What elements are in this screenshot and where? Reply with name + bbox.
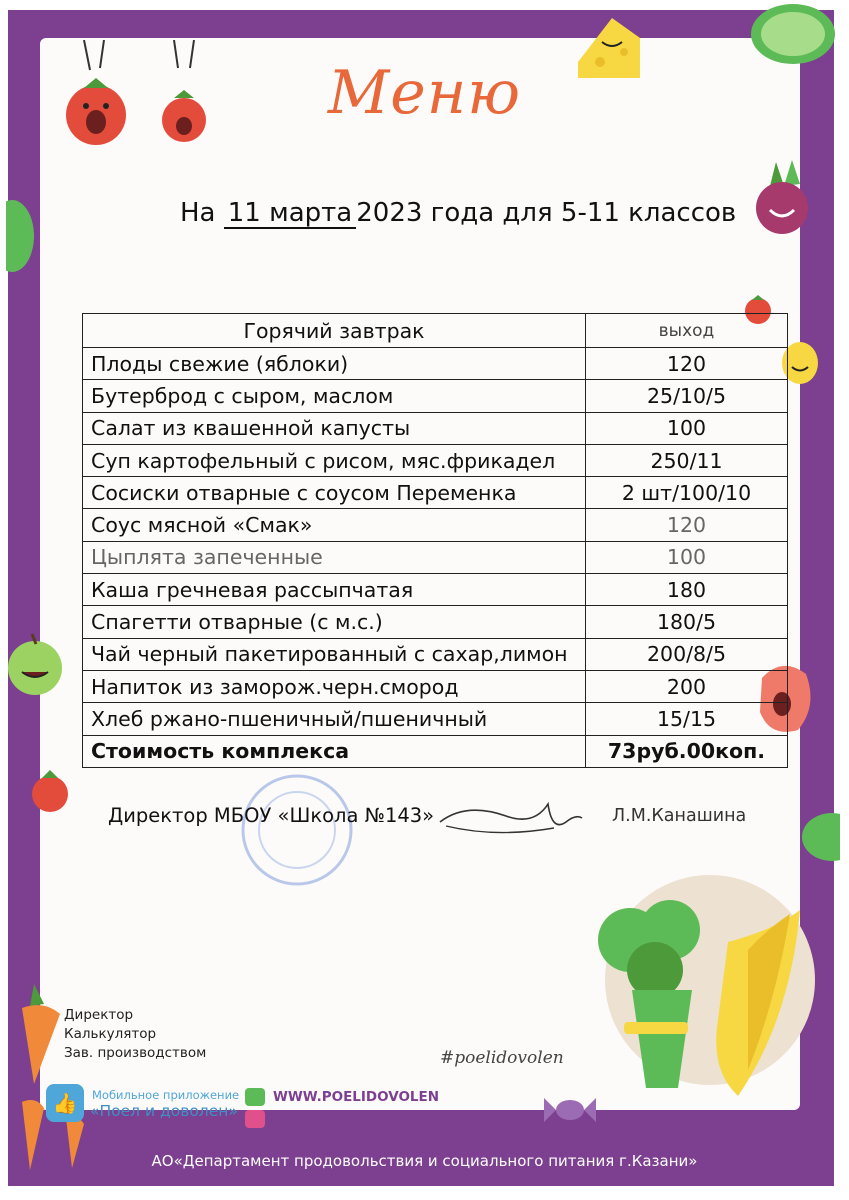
table-row bbox=[83, 541, 788, 573]
dish-portion: 250/11 bbox=[586, 444, 788, 476]
note-calculator: Калькулятор bbox=[64, 1026, 157, 1042]
broccoli-banana-characters-icon bbox=[560, 870, 816, 1120]
thumbs-up-icon: 👍 bbox=[46, 1084, 84, 1122]
dish-name: Хлеб ржано-пшеничный/пшеничный bbox=[83, 703, 586, 735]
apple-character-icon bbox=[4, 628, 66, 698]
dish-name: Салат из квашенной капусты bbox=[83, 412, 586, 444]
table-row bbox=[83, 574, 788, 606]
page-title: Меню bbox=[327, 58, 522, 128]
dish-name: Суп картофельный с рисом, мяс.фрикадел bbox=[83, 444, 586, 476]
website-link[interactable]: WWW.POELIDOVOLEN bbox=[273, 1089, 440, 1105]
director-name: Л.М.Канашина bbox=[612, 806, 747, 826]
dish-portion: 120 bbox=[586, 509, 788, 541]
cucumber-left-icon bbox=[6, 196, 36, 276]
dish-name: Спагетти отварные (с м.с.) bbox=[83, 606, 586, 638]
dish-portion: 100 bbox=[586, 541, 788, 573]
table-row bbox=[83, 606, 788, 638]
dish-portion: 25/10/5 bbox=[586, 380, 788, 412]
note-production: Зав. производством bbox=[64, 1045, 207, 1061]
dish-name: Сосиски отварные с соусом Переменка bbox=[83, 477, 586, 509]
small-tomato-left-icon bbox=[28, 766, 72, 814]
director-title: Директор МБОУ «Школа №143» bbox=[108, 804, 435, 827]
beet-character-icon bbox=[748, 158, 814, 242]
menu-date: 11 марта bbox=[224, 199, 356, 229]
contact-links bbox=[245, 1086, 542, 1130]
dish-portion: 200 bbox=[586, 670, 788, 702]
menu-date-line bbox=[180, 198, 736, 229]
menu-table bbox=[82, 313, 788, 768]
dish-name: Напиток из заморож.черн.смород bbox=[83, 670, 586, 702]
instagram-row[interactable] bbox=[245, 1108, 542, 1130]
globe-icon bbox=[245, 1088, 265, 1106]
footer-organization: АО«Департамент продовольствия и социального питания г.Казани» bbox=[151, 1152, 698, 1170]
table-row bbox=[83, 412, 788, 444]
dish-portion: 15/15 bbox=[586, 703, 788, 735]
table-row bbox=[83, 638, 788, 670]
dish-portion: 180 bbox=[586, 574, 788, 606]
table-header-row bbox=[83, 314, 788, 348]
dish-name: Плоды свежие (яблоки) bbox=[83, 348, 586, 380]
hashtag: #poelidovolen bbox=[440, 1048, 564, 1068]
instagram-link[interactable]: @DEPARTAMENT_PRODOVOLSTVIYA bbox=[273, 1111, 543, 1127]
column-header-dish: Горячий завтрак bbox=[83, 314, 586, 348]
table-row bbox=[83, 670, 788, 702]
app-name: «Поел и доволен» bbox=[90, 1102, 238, 1120]
date-suffix: 2023 года для 5-11 классов bbox=[356, 198, 737, 228]
date-prefix: На bbox=[180, 198, 216, 228]
table-row bbox=[83, 509, 788, 541]
app-label: Мобильное приложение bbox=[92, 1088, 240, 1102]
cucumber-right-icon bbox=[800, 812, 840, 862]
note-director: Директор bbox=[64, 1007, 134, 1023]
dish-portion: 100 bbox=[586, 412, 788, 444]
dish-portion: 200/8/5 bbox=[586, 638, 788, 670]
dish-portion: 180/5 bbox=[586, 606, 788, 638]
website-row[interactable] bbox=[245, 1086, 542, 1108]
instagram-icon bbox=[245, 1110, 265, 1128]
table-row bbox=[83, 380, 788, 412]
total-price: 73руб.00коп. bbox=[586, 735, 788, 767]
dish-name: Каша гречневая рассыпчатая bbox=[83, 574, 586, 606]
dish-name: Бутерброд с сыром, маслом bbox=[83, 380, 586, 412]
total-row bbox=[83, 735, 788, 767]
dish-name: Чай черный пакетированный с сахар,лимон bbox=[83, 638, 586, 670]
approval-notes bbox=[64, 1006, 206, 1063]
dish-name: Соус мясной «Смак» bbox=[83, 509, 586, 541]
total-label: Стоимость комплекса bbox=[83, 735, 586, 767]
dish-portion: 2 шт/100/10 bbox=[586, 477, 788, 509]
table-row bbox=[83, 348, 788, 380]
column-header-portion: выход bbox=[586, 314, 788, 348]
dish-name: Цыплята запеченные bbox=[83, 541, 586, 573]
table-row bbox=[83, 703, 788, 735]
candy-icon bbox=[542, 1092, 598, 1128]
director-signature-icon bbox=[436, 792, 586, 848]
dish-portion: 120 bbox=[586, 348, 788, 380]
table-row bbox=[83, 477, 788, 509]
table-row bbox=[83, 444, 788, 476]
school-stamp-icon bbox=[222, 768, 372, 888]
